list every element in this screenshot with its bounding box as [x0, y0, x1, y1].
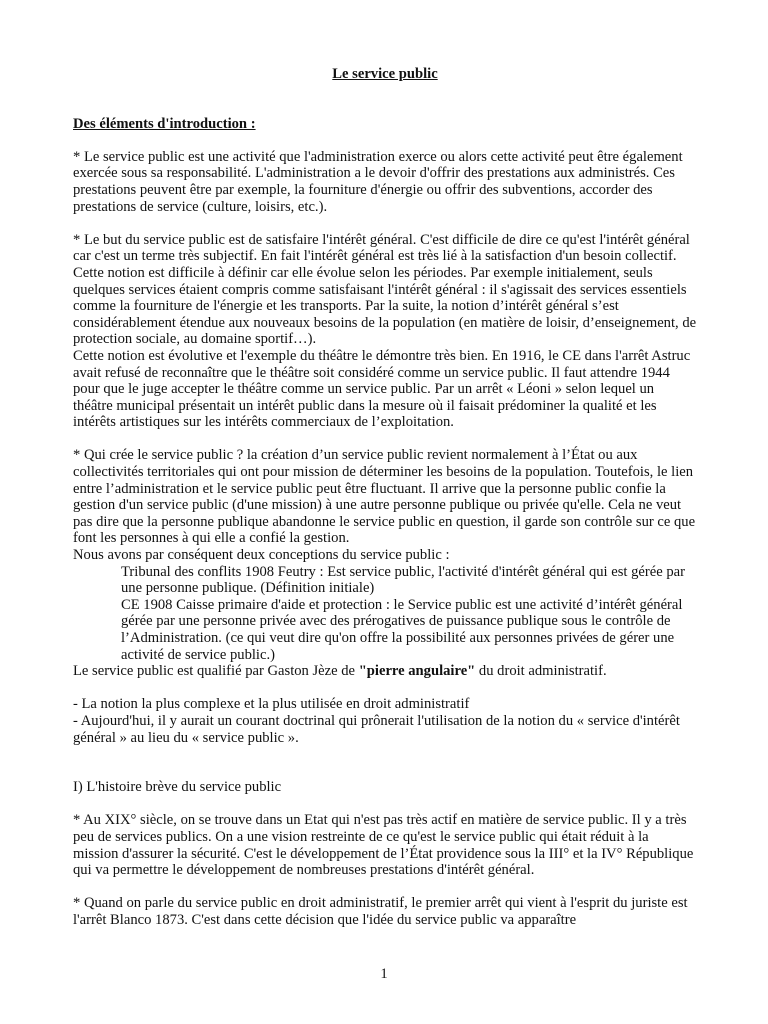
jeze-text-start: Le service public est qualifié par Gaston Jèze de: [73, 663, 359, 680]
list-item: [73, 597, 697, 663]
paragraph-blanco: * Quand on parle du service public en droit administratif, le premier arrêt qui vient à l'esprit du juriste est l'arrêt Blanco 1873. C'est dans cette décision que l'idée du service public va apparaître: [73, 895, 688, 928]
paragraph-notion-complexe: - La notion la plus complexe et la plus utilisée en droit administratif: [73, 696, 470, 713]
jeze-text-end: du droit administratif.: [475, 663, 607, 680]
list-item: [73, 564, 697, 597]
bullet-icon: [89, 564, 121, 597]
paragraph-jeze: [73, 663, 697, 680]
page-title: Le service public: [332, 66, 438, 82]
bullet-icon: [89, 597, 121, 663]
paragraph-activity: * Le service public est une activité que l'administration exerce ou alors cette activité peut être également exercée sous sa responsabilité. L'administration a le devoir d'offrir des prestations aux administrés. Ces prestations peuvent être par exemple, la fourniture d'énergie ou offrir des subventions, accorder des prestations de service (culture, loisirs, etc.).: [73, 148, 683, 215]
intro-heading: Des éléments d'introduction :: [73, 115, 256, 132]
paragraph-xixe-siecle: * Au XIX° siècle, on se trouve dans un Etat qui n'est pas très actif en matière de service public. Il y a très peu de services publics. On a une vision restreinte de ce qu'est le service public qui était réduit à la mission d'assurer la sécurité. C'est le développement de l’État providence sous la III° et la IV° République qui va permettre le développement de nombreuses prestations d'intérêt général.: [73, 812, 694, 879]
pierre-angulaire-emphasis: "pierre angulaire": [358, 663, 476, 680]
list-item-text: Tribunal des conflits 1908 Feutry : Est service public, l'activité d'intérêt général qui est gérée par une personne publique. (Définition initiale): [121, 563, 685, 597]
page-number: 1: [380, 966, 388, 982]
paragraph-creation: * Qui crée le service public ? la création d’un service public revient normalement à l’État ou aux collectivités territoriales qui ont pour mission de déterminer les besoins de la population. Toutefois, le lien entre l’administration et le service public peut être fluctuant. Il arrive que la personne public confie la gestion d'un service public (d'une mission) à une autre personne publique ou privée qu'elle. Cela ne veut pas dire que la personne publique abandonne le service public en question, il garde son contrôle sur ce que font les personnes à qui elle a confié la gestion.: [73, 447, 696, 547]
paragraph-theatre: Cette notion est évolutive et l'exemple du théâtre le démontre très bien. En 1916, le CE dans l'arrêt Astruc avait refusé de reconnaître que le théâtre soit considéré comme un service public. Il faut attendre 1944 pour que le juge accepter le théâtre comme un service public. Par un arrêt « Léoni » selon lequel un théâtre municipal présentait un intérêt public dans la mesure où il faisait prédominer la qualité et les intérêts artistiques sur les intérêts commerciaux de l’exploitation.: [73, 347, 691, 431]
section-heading-histoire: I) L'histoire brève du service public: [73, 779, 282, 796]
list-item-text: CE 1908 Caisse primaire d'aide et protection : le Service public est une activité d’intérêt général gérée par une personne privée avec des prérogatives de puissance publique sous le contrôle de l’Administration. (ce qui veut dire qu'on offre la possibilité aux personnes privées de gérer une activité de service public.): [121, 596, 683, 663]
paragraph-courant-doctrinal: - Aujourd'hui, il y aurait un courant doctrinal qui prônerait l'utilisation de la notion du « service d'intérêt général » au lieu du « service public ».: [73, 712, 680, 746]
paragraph-conceptions: Nous avons par conséquent deux conceptions du service public :: [73, 547, 450, 564]
document-page: [73, 66, 697, 929]
paragraph-interet-general: * Le but du service public est de satisfaire l'intérêt général. C'est difficile de dire ce qu'est l'intérêt général car c'est un terme très subjectif. En fait l'intérêt général est très lié à la satisfaction d'un besoin collectif. Cette notion est difficile à définir car elle évolue selon les périodes. Par exemple initialement, seuls quelques services étaient compris comme satisfaisant l'intérêt général : il s'agissait des services essentiels comme la fourniture de l'énergie et les transports. Par la suite, la notion d’intérêt général s’est considérablement étendue aux nouveaux besoins de la population (en matière de loisir, d’enseignement, de protection sociale, au domaine sportif…).: [73, 231, 697, 348]
